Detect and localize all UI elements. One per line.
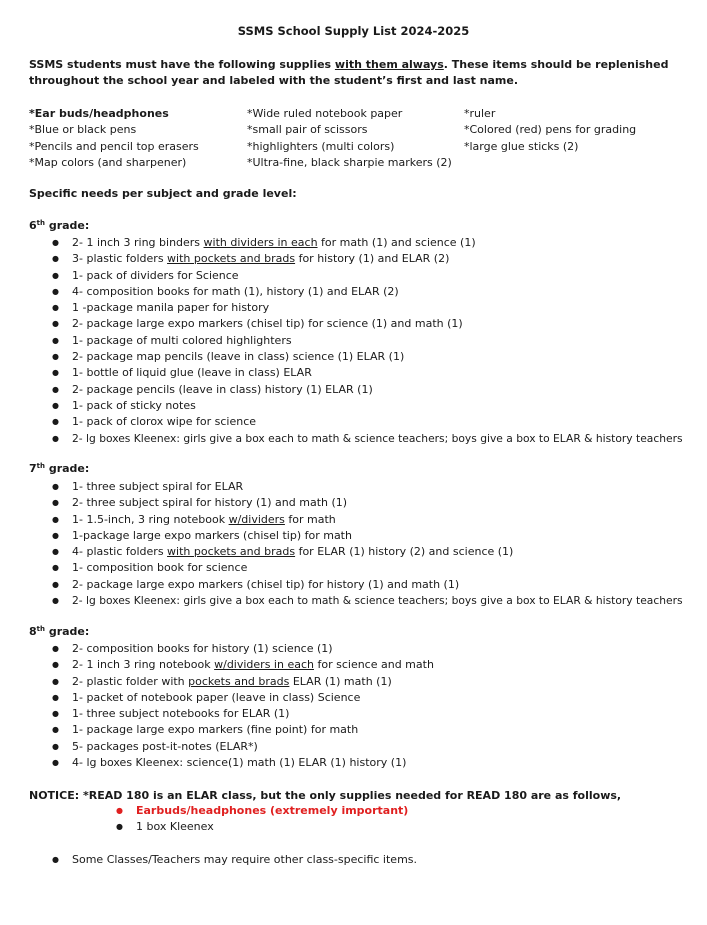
- grade-number: 7: [29, 462, 37, 475]
- supply-item: *large glue sticks (2): [464, 139, 579, 153]
- list-item: ● 1- three subject spiral for ELAR: [52, 479, 683, 495]
- list-item: ● 2- package map pencils (leave in class) science (1) ELAR (1): [52, 349, 683, 365]
- list-item: ● 1- bottle of liquid glue (leave in class) ELAR: [52, 365, 683, 381]
- list-item: ● 2- lg boxes Kleenex: girls give a box each to math & science teachers; boys give a box to ELAR & history teachers: [52, 593, 683, 609]
- list-item: ● 2- plastic folder with pockets and brads ELAR (1) math (1): [52, 674, 434, 690]
- grade-label: grade:: [45, 219, 90, 232]
- grade-number: 6: [29, 219, 37, 232]
- grade-ordinal: th: [36, 219, 45, 227]
- list-item: ● Some Classes/Teachers may require other class-specific items.: [52, 852, 417, 868]
- list-item: ● 2- 1 inch 3 ring binders with dividers in each for math (1) and science (1): [52, 235, 683, 251]
- read180-list: [116, 803, 408, 836]
- list-item: ● 5- packages post-it-notes (ELAR*): [52, 739, 434, 755]
- list-item: ● 4- plastic folders with pockets and brads for ELAR (1) history (2) and science (1): [52, 544, 683, 560]
- list-item: ● 1 -package manila paper for history: [52, 300, 683, 316]
- list-item: ● 1- three subject notebooks for ELAR (1): [52, 706, 434, 722]
- list-item: ● 2- package pencils (leave in class) history (1) ELAR (1): [52, 382, 683, 398]
- list-item: ● 4- lg boxes Kleenex: science(1) math (1) ELAR (1) history (1): [52, 755, 434, 771]
- grade-label: grade:: [45, 462, 90, 475]
- supply-item: *Colored (red) pens for grading: [464, 123, 637, 137]
- list-item: ● 1- pack of sticky notes: [52, 398, 683, 414]
- list-item: ● 2- package large expo markers (chisel tip) for history (1) and math (1): [52, 577, 683, 593]
- specific-needs-heading: Specific needs per subject and grade level:: [29, 187, 297, 200]
- document-title: SSMS School Supply List 2024-2025: [237, 24, 470, 38]
- grade-6-list: [52, 235, 683, 447]
- grade-7-heading: [29, 462, 89, 475]
- intro-emphasis: with them always: [334, 58, 444, 71]
- supply-item: *Wide ruled notebook paper: [247, 107, 403, 120]
- supply-item: *Blue or black pens: [29, 123, 137, 137]
- grade-8-heading: [29, 625, 89, 638]
- list-item: ● 1-package large expo markers (chisel tip) for math: [52, 528, 683, 544]
- supply-item: *Map colors (and sharpener): [29, 155, 187, 169]
- supply-item: *Pencils and pencil top erasers: [29, 139, 199, 153]
- list-item: ● 1- packet of notebook paper (leave in class) Science: [52, 690, 434, 706]
- list-item: ● 4- composition books for math (1), history (1) and ELAR (2): [52, 284, 683, 300]
- list-item: ● 2- lg boxes Kleenex: girls give a box each to math & science teachers; boys give a box to ELAR & history teachers: [52, 431, 683, 447]
- list-item: ● 2- three subject spiral for history (1) and math (1): [52, 495, 683, 511]
- list-item: ● 1- 1.5-inch, 3 ring notebook w/dividers for math: [52, 512, 683, 528]
- general-supplies-col-3: [464, 106, 636, 155]
- intro-paragraph: [29, 57, 689, 89]
- supply-item: *ruler: [464, 107, 496, 120]
- general-supplies-col-1: [29, 106, 199, 171]
- list-item: ● 1- package large expo markers (fine point) for math: [52, 722, 434, 738]
- grade-7-list: [52, 479, 683, 609]
- notice-text: NOTICE: *READ 180 is an ELAR class, but the only supplies needed for READ 180 are as follows,: [29, 789, 622, 802]
- supply-item: *Ear buds/headphones: [29, 107, 169, 120]
- supply-item: *Ultra-fine, black sharpie markers (2): [247, 155, 452, 169]
- list-item-important: ● Earbuds/headphones (extremely important): [116, 803, 408, 819]
- grade-8-list: [52, 641, 434, 771]
- list-item: ● 2- package large expo markers (chisel tip) for science (1) and math (1): [52, 316, 683, 332]
- grade-label: grade:: [45, 625, 90, 638]
- list-item: ● 1- package of multi colored highlighters: [52, 333, 683, 349]
- list-item: ● 2- composition books for history (1) science (1): [52, 641, 434, 657]
- list-item: ● 3- plastic folders with pockets and brads for history (1) and ELAR (2): [52, 251, 683, 267]
- supply-item: *small pair of scissors: [247, 123, 368, 137]
- general-supplies: [29, 106, 689, 172]
- list-item: ● 2- 1 inch 3 ring notebook w/dividers in each for science and math: [52, 657, 434, 673]
- grade-6-heading: [29, 219, 89, 232]
- supply-item: *highlighters (multi colors): [247, 139, 395, 153]
- general-supplies-col-2: [247, 106, 452, 171]
- intro-text: SSMS students must have the following supplies: [29, 58, 335, 71]
- grade-ordinal: th: [36, 462, 45, 470]
- list-item: ● 1 box Kleenex: [116, 819, 408, 835]
- grade-number: 8: [29, 625, 37, 638]
- grade-ordinal: th: [36, 625, 45, 633]
- list-item: ● 1- composition book for science: [52, 560, 683, 576]
- list-item: ● 1- pack of dividers for Science: [52, 268, 683, 284]
- list-item: ● 1- pack of clorox wipe for science: [52, 414, 683, 430]
- intro-text-continued: . These items should be replenished throughout the school year and labeled with the student’s first and last name.: [29, 58, 669, 87]
- footer-list: [52, 852, 417, 868]
